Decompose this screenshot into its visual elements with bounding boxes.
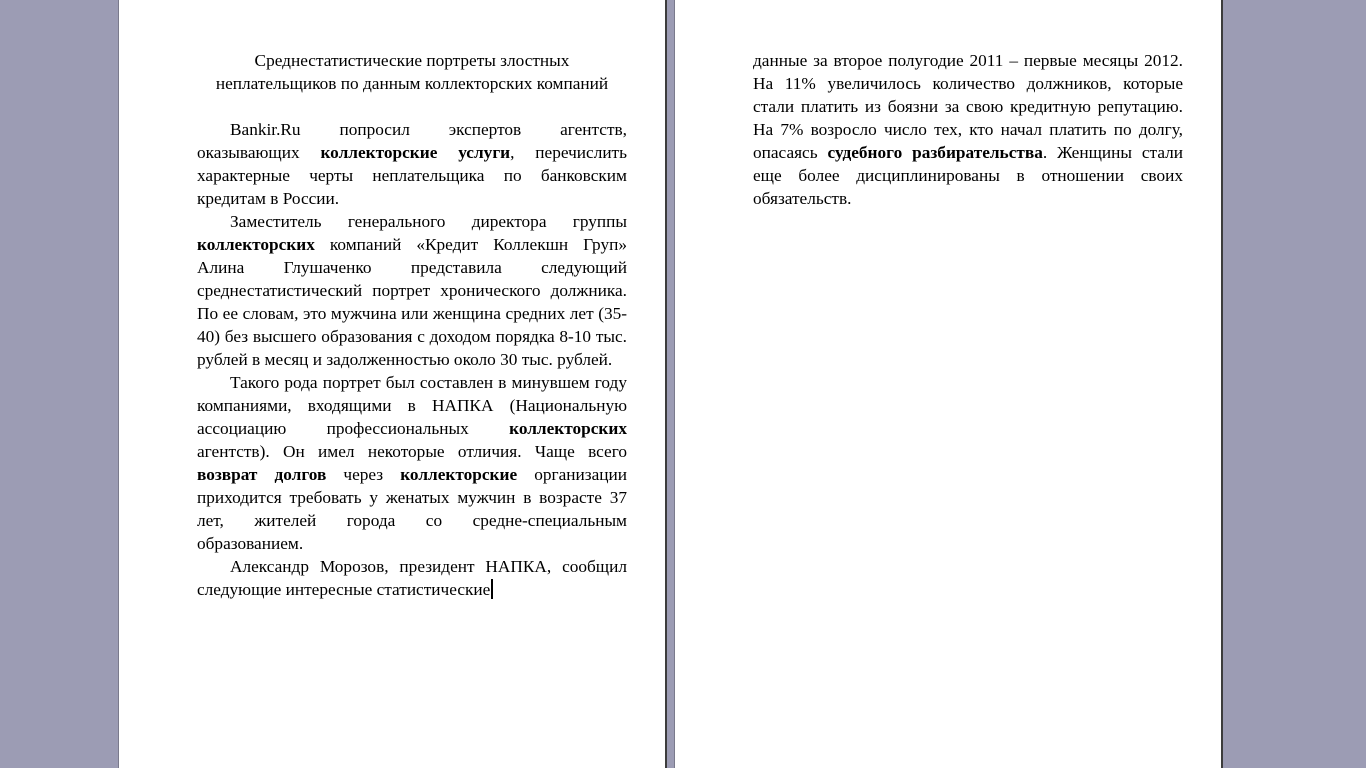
paragraph-1-bold-1: коллекторские услуги	[320, 143, 511, 162]
paragraph-2-text-1: Заместитель генерального директора группы	[230, 212, 627, 231]
paragraph-4-cont-text-2: . Женщины стали еще более дисциплинированы в отношении своих обязательств.	[753, 143, 1184, 208]
paragraph-3-bold-1: коллекторских	[509, 419, 627, 438]
paragraph-3-text-1: Такого рода портрет был составлен в минувшем году компаниями, входящими в НАПКА (Национальную ассоциацию профессиональных	[197, 373, 627, 438]
paragraph-1-text-1: Bankir.Ru попросил экспертов агентств, оказывающих	[197, 120, 627, 162]
paragraph-4	[197, 555, 627, 601]
paragraph-4-cont-text-1: данные за второе полугодие 2011 – первые месяцы 2012. На 11% увеличилось количество должников, которые стали платить из боязни за свою кредитную репутацию. На 7% возросло число тех, кто начал платить по долгу, опасаясь	[753, 51, 1183, 162]
text-cursor	[491, 579, 493, 599]
paragraph-3-text-3: через	[326, 465, 401, 484]
paragraph-3	[197, 371, 627, 555]
paragraph-3-bold-2: возврат долгов	[197, 465, 327, 484]
document-title: Среднестатистические портреты злостных неплательщиков по данным коллекторских компаний	[215, 51, 609, 93]
page-1-text-area[interactable]	[197, 49, 627, 601]
paragraph-2	[197, 210, 627, 371]
paragraph-1-text-2: , перечислить характерные черты неплательщика по банковским кредитам в России.	[197, 143, 627, 208]
paragraph-2-bold-1: коллекторских	[197, 235, 315, 254]
page-2-text-area[interactable]	[753, 49, 1183, 210]
paragraph-4-cont-bold-1: судебного разбирательства	[827, 143, 1043, 162]
paragraph-4-text-1: Александр Морозов, президент НАПКА, сообщил следующие интересные статистические	[197, 557, 627, 599]
paragraph-3-bold-3: коллекторские	[400, 465, 518, 484]
paragraph-3-text-2: агентств). Он имел некоторые отличия. Чаще всего	[197, 442, 627, 461]
document-page-2[interactable]	[675, 0, 1221, 768]
paragraph-4-continued	[753, 49, 1183, 210]
paragraph-1	[197, 118, 627, 210]
paragraph-3-text-4: организации приходится требовать у женатых мужчин в возрасте 37 лет, жителей города со средне-специальным образованием.	[197, 465, 627, 553]
paragraph-2-text-2: компаний «Кредит Коллекшн Груп» Алина Глушаченко представила следующий среднестатистический портрет хронического должника. По ее словам, это мужчина или женщина средних лет (35-40) без высшего образования с доходом порядка 8-10 тыс. рублей в месяц и задолженностью около 30 тыс. рублей.	[197, 235, 627, 369]
document-page-1[interactable]	[119, 0, 665, 768]
